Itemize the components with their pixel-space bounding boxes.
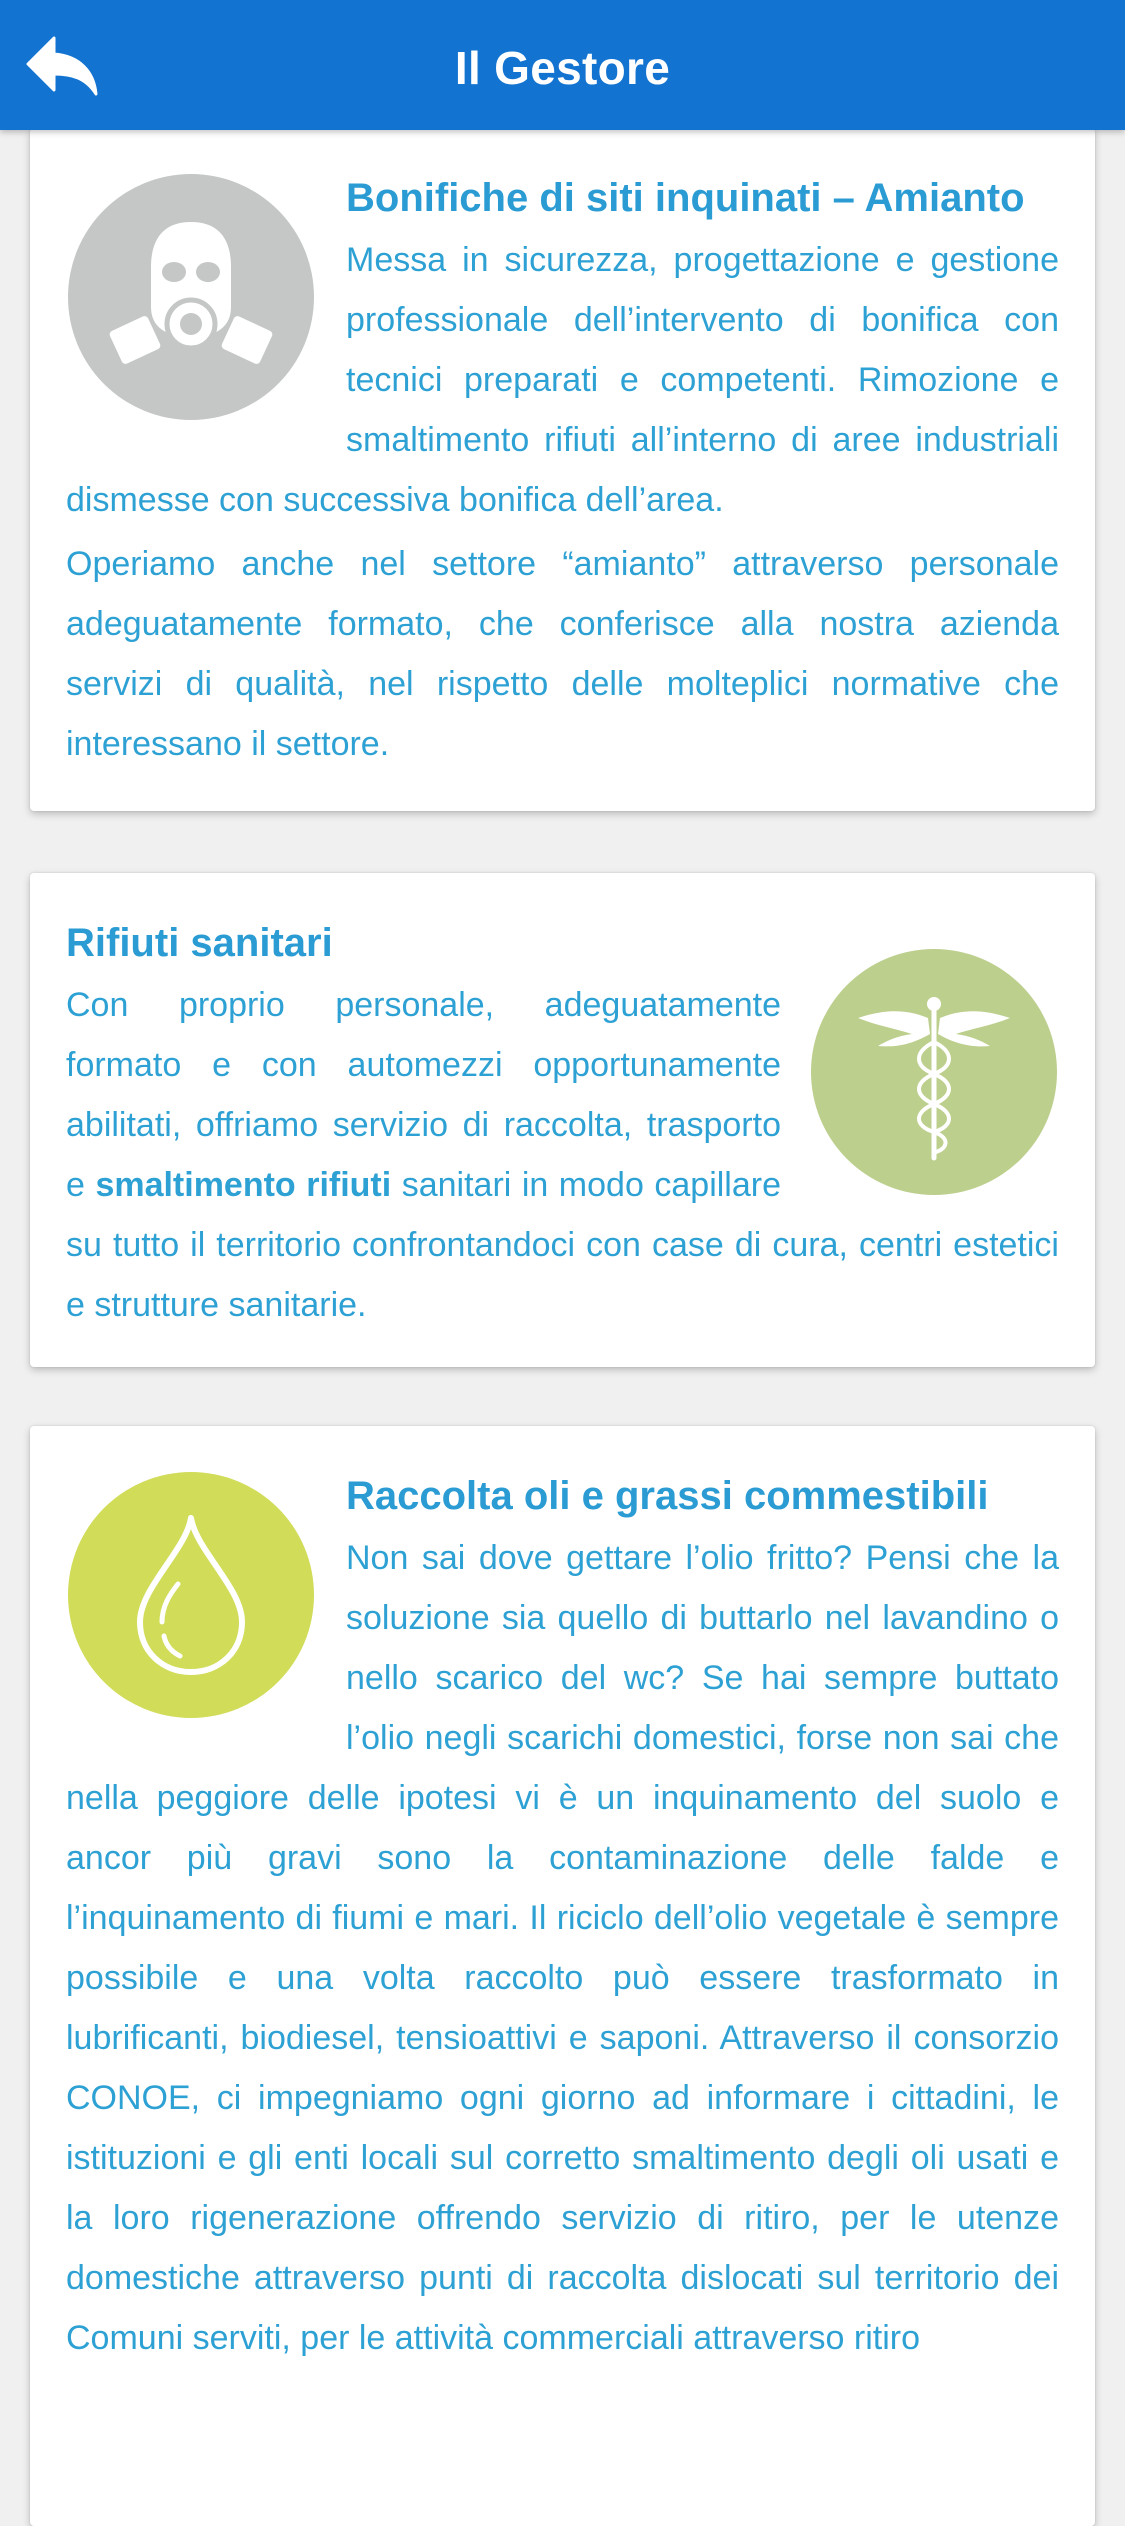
app-header bbox=[0, 0, 1125, 130]
page-title: Il Gestore bbox=[454, 42, 671, 94]
caduceus-icon bbox=[811, 949, 1057, 1195]
card-paragraph: Messa in sicurezza, progettazione e gestione professionale dell’intervento di bonifica con tecnici preparati e competenti. Rimozione e smaltimento rifiuti all’interno di aree industriali dismesse con successiva bonifica dell’area. bbox=[66, 241, 1059, 519]
card-title: Raccolta oli e grassi commestibili bbox=[346, 1474, 989, 1518]
gas-mask-icon bbox=[68, 174, 314, 420]
oil-drop-icon bbox=[68, 1472, 314, 1718]
card-paragraph: Operiamo anche nel settore “amianto” attraverso personale adeguatamente formato, che conferisce alla nostra azienda servizi di qualità, nel rispetto delle molteplici normative che interessano il settore. bbox=[66, 545, 1059, 763]
card-text-part: Con proprio personale, adeguatamente formato e con automezzi opportunamente abilitati, offriamo servizio di raccolta, trasporto e bbox=[66, 986, 781, 1204]
card-paragraph: Non sai dove gettare l’olio fritto? Pensi che la soluzione sia quello di buttarlo nel lavandino o nello scarico del wc? Se hai sempre buttato l’olio negli scarichi domestici, forse non sai che nella peggiore delle ipotesi vi è un inquinamento del suolo e ancor più gravi sono la contaminazione delle falde e l’inquinamento di fiumi e mari. Il riciclo dell’olio vegetale è sempre possibile e una volta raccolto può essere trasformato in lubrificanti, biodiesel, tensioattivi e saponi. Attraverso il consorzio CONOE, ci impegniamo ogni giorno ad informare i cittadini, le istituzioni e gli enti locali sul corretto smaltimento degli oli usati e la loro rigenerazione offrendo servizio di ritiro, per le utenze domestiche attraverso punti di raccolta dislocati sul territorio dei Comuni serviti, per le attività commerciali attraverso ritiro bbox=[66, 1539, 1059, 2357]
service-card-raccolta-oli bbox=[30, 1426, 1095, 2526]
card-text-bold: smaltimento rifiuti bbox=[95, 1166, 392, 1204]
card-title: Rifiuti sanitari bbox=[66, 921, 333, 965]
service-card-rifiuti-sanitari bbox=[30, 873, 1095, 1367]
card-text-part: sanitari in modo capillare su tutto il territorio confrontandoci con case di cura, centri estetici e strutture sanitarie. bbox=[66, 1166, 1059, 1324]
service-card-bonifiche bbox=[30, 128, 1095, 811]
card-title: Bonifiche di siti inquinati – Amianto bbox=[346, 176, 1025, 220]
